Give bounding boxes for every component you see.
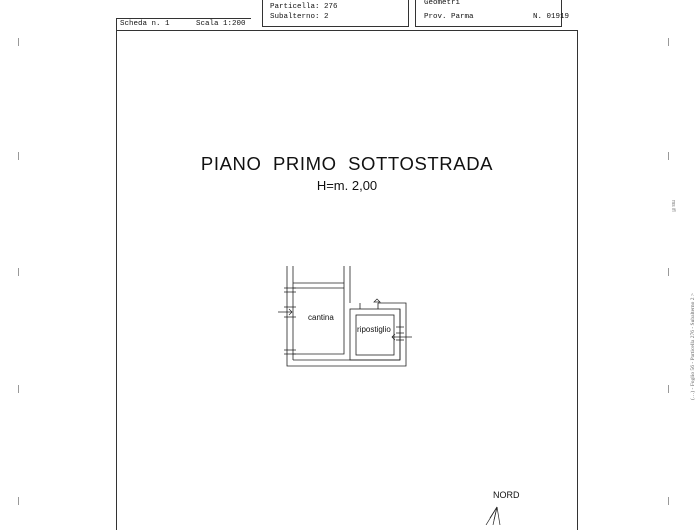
entry-arrow-cantina xyxy=(278,309,292,315)
margin-reference: (…) - Foglio 56 - Particella 276 - Subalterno 2 > xyxy=(690,293,696,400)
floor-title-word: PRIMO xyxy=(272,153,337,174)
north-arrow-icon xyxy=(486,507,500,525)
ripostiglio-walls xyxy=(350,309,400,360)
floor-title-word: PIANO xyxy=(200,153,262,174)
room-label-ripostiglio: ripostiglio xyxy=(357,325,391,334)
province-value: Prov. Parma xyxy=(424,13,474,21)
floor-height: H=m. 2,00 xyxy=(316,178,378,193)
floor-title-word: SOTTOSTRADA xyxy=(348,153,494,174)
entry-arrow-ripostiglio xyxy=(392,334,412,340)
subalterno-value: Subalterno: 2 xyxy=(270,13,329,21)
north-label: NORD xyxy=(493,490,520,500)
scale-value: Scala 1:200 xyxy=(196,20,246,28)
registration-number: N. 01919 xyxy=(533,13,570,21)
professional-title: Geometri xyxy=(424,0,461,7)
particella-value: Particella: 276 xyxy=(270,3,338,11)
room-label-cantina: cantina xyxy=(308,313,334,322)
scheda-number: Scheda n. 1 xyxy=(120,20,170,28)
margin-mark: ms ifl xyxy=(670,200,676,212)
cantina-walls xyxy=(287,266,406,366)
